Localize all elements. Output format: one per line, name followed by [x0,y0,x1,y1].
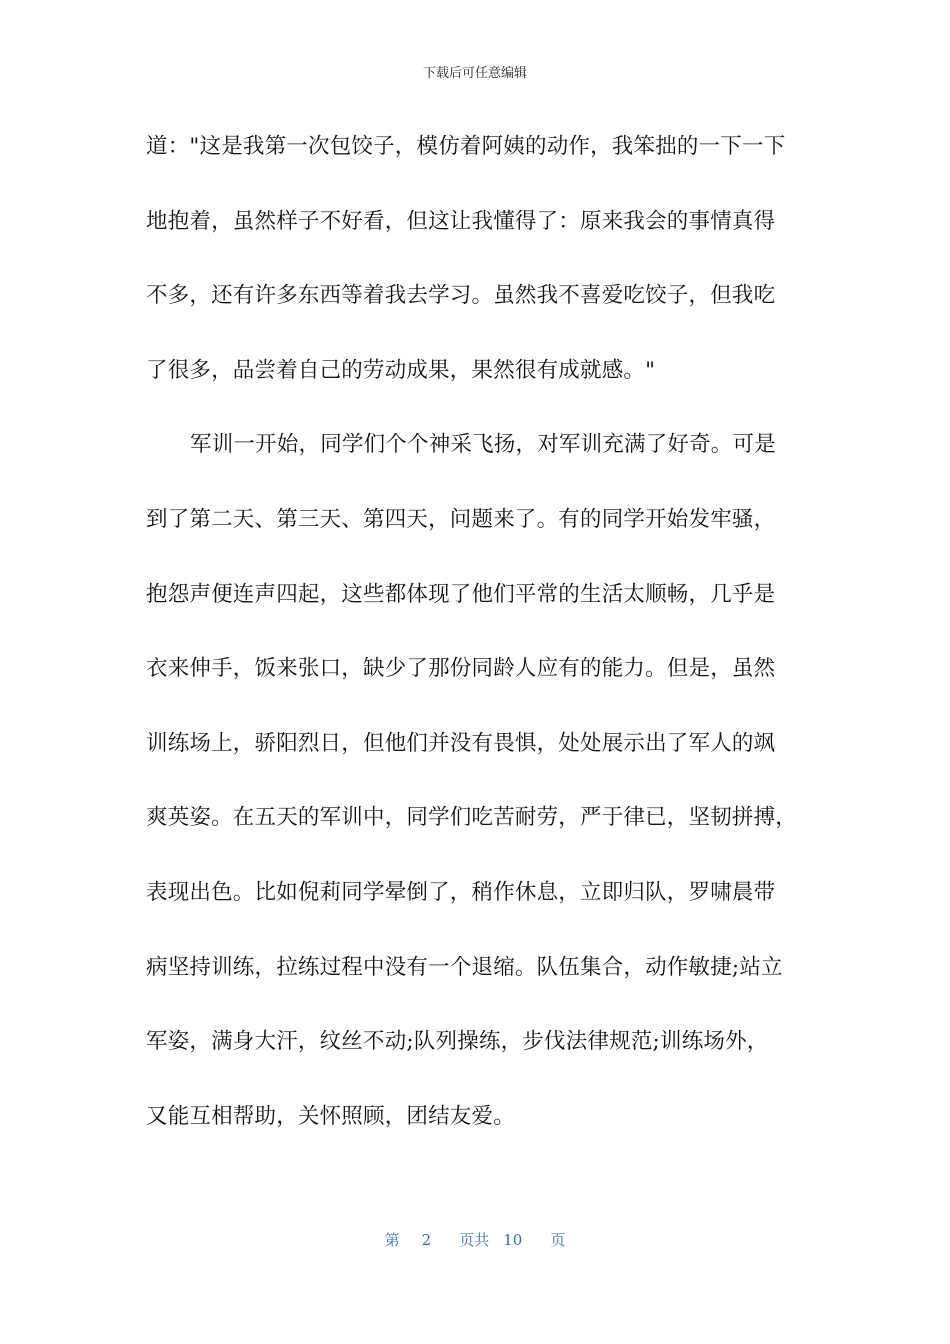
text-line-12: 病坚持训练，拉练过程中没有一个退缩。队伍集合，动作敏捷;站立 [146,954,783,980]
text-line-10: 爽英姿。在五天的军训中，同学们吃苦耐劳，严于律已，坚韧拼搏， [146,805,798,831]
text-line-1: 道："这是我第一次包饺子，模仿着阿姨的动作，我笨拙的一下一下 [146,134,786,159]
document-body [146,110,808,1154]
text-line-6: 到了第二天、第三天、第四天，问题来了。有的同学开始发牢骚， [146,506,776,532]
footer-label-end: 页 [550,1231,566,1249]
text-line-9: 训练场上，骄阳烈日，但他们并没有畏惧，处处展示出了军人的飒 [146,730,776,756]
footer-label-of: 页共 [459,1231,490,1249]
footer-label-page: 第 [384,1231,400,1249]
page-footer [0,1230,950,1250]
text-line-8: 衣来伸手，饭来张口，缺少了那份同龄人应有的能力。但是，虽然 [146,656,776,682]
header-text: 下载后可任意编辑 [422,66,527,81]
text-line-7: 抱怨声便连声四起，这些都体现了他们平常的生活太顺畅，几乎是 [146,581,776,607]
text-line-3: 不多，还有许多东西等着我去学习。虽然我不喜爱吃饺子，但我吃 [146,283,776,309]
footer-total-pages: 10 [503,1231,523,1249]
text-line-14: 又能互相帮助，关怀照顾，团结友爱。 [146,1103,515,1129]
text-line-13: 军姿，满身大汗，纹丝不动;队列操练，步伐法律规范;训练场外， [146,1029,769,1055]
footer-page-number: 2 [421,1231,432,1249]
page-header [0,66,950,82]
text-line-2: 地抱着，虽然样子不好看，但这让我懂得了：原来我会的事情真得 [146,208,776,234]
text-line-5: 军训一开始，同学们个个神采飞扬，对军训充满了好奇。可是 [190,432,776,458]
text-line-11: 表现出色。比如倪莉同学晕倒了，稍作休息，立即归队，罗啸晨带 [146,879,776,905]
text-line-4: 了很多，品尝着自己的劳动成果，果然很有成就感。" [146,357,656,383]
